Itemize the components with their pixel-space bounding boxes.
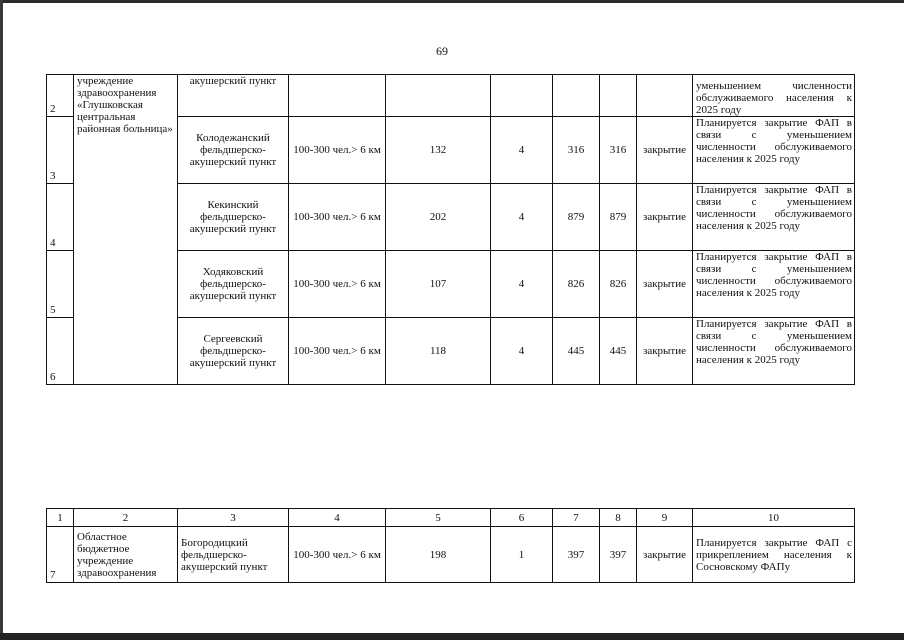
- value-cell-7: 445: [553, 318, 600, 385]
- fap-name: Колодежанский фельдшерско-акушерский пункт: [178, 117, 289, 184]
- scan-border-bottom: [0, 633, 904, 640]
- staff-cell: 1: [491, 527, 553, 583]
- note-cell: Планируется закрытие ФАП в связи с уменьшением численности обслуживаемого населения к 2025 году: [693, 318, 855, 385]
- column-number: 6: [491, 509, 553, 527]
- action-cell: закрытие: [637, 184, 693, 251]
- column-number: 1: [47, 509, 74, 527]
- value-cell-7: 397: [553, 527, 600, 583]
- criterion-cell: 100-300 чел.> 6 км: [289, 527, 386, 583]
- column-number-header: [47, 509, 855, 527]
- note-cell: Планируется закрытие ФАП в связи с уменьшением численности обслуживаемого населения к 2025 году: [693, 117, 855, 184]
- fap-name: Сергеевский фельдшерско-акушерский пункт: [178, 318, 289, 385]
- column-number: 2: [74, 509, 178, 527]
- page-number: 69: [436, 44, 448, 58]
- value-cell-8: 445: [600, 318, 637, 385]
- institution-cell: Областное бюджетное учреждение здравоохранения: [74, 527, 178, 583]
- value-cell-8: 397: [600, 527, 637, 583]
- staff-cell: 4: [491, 251, 553, 318]
- column-number: 8: [600, 509, 637, 527]
- criterion-cell: 100-300 чел.> 6 км: [289, 117, 386, 184]
- staff-cell: 4: [491, 117, 553, 184]
- value-cell-7: 316: [553, 117, 600, 184]
- staff-cell: 4: [491, 318, 553, 385]
- column-number: 7: [553, 509, 600, 527]
- action-cell: закрытие: [637, 318, 693, 385]
- population-cell: 118: [386, 318, 491, 385]
- row-number: 3: [47, 117, 74, 184]
- fap-name: Кекинский фельдшерско-акушерский пункт: [178, 184, 289, 251]
- row-number: 4: [47, 184, 74, 251]
- value-cell-7: 879: [553, 184, 600, 251]
- action-cell: закрытие: [637, 117, 693, 184]
- row-number: 7: [47, 527, 74, 583]
- scan-border-left: [0, 0, 3, 640]
- population-cell: 198: [386, 527, 491, 583]
- value-cell-7: 826: [553, 251, 600, 318]
- value-cell-8: 316: [600, 117, 637, 184]
- fap-table-continued: [46, 74, 855, 385]
- action-cell: закрытие: [637, 251, 693, 318]
- institution-cell: учреждение здравоохранения «Глушковская центральная районная больница»: [74, 75, 178, 385]
- table-row: [47, 75, 855, 117]
- column-number: 3: [178, 509, 289, 527]
- value-cell-8: 879: [600, 184, 637, 251]
- note-cell: Планируется закрытие ФАП с прикреплением населения к Сосновскому ФАПу: [693, 527, 855, 583]
- action-cell: закрытие: [637, 527, 693, 583]
- fap-name: Ходяковский фельдшерско-акушерский пункт: [178, 251, 289, 318]
- criterion-cell: 100-300 чел.> 6 км: [289, 318, 386, 385]
- column-number: 9: [637, 509, 693, 527]
- fap-name: акушерский пункт: [178, 75, 289, 117]
- population-cell: 202: [386, 184, 491, 251]
- row-number: 5: [47, 251, 74, 318]
- row-number: 2: [47, 75, 74, 117]
- population-cell: 107: [386, 251, 491, 318]
- criterion-cell: 100-300 чел.> 6 км: [289, 251, 386, 318]
- note-cell: уменьшением численности обслуживаемого населения к 2025 году: [693, 75, 855, 117]
- criterion-cell: 100-300 чел.> 6 км: [289, 184, 386, 251]
- fap-name: Богородицкий фельдшерско-акушерский пункт: [178, 527, 289, 583]
- fap-table-new-page: [46, 508, 855, 583]
- column-number: 4: [289, 509, 386, 527]
- population-cell: 132: [386, 117, 491, 184]
- row-number: 6: [47, 318, 74, 385]
- note-cell: Планируется закрытие ФАП в связи с уменьшением численности обслуживаемого населения к 2025 году: [693, 184, 855, 251]
- value-cell-8: 826: [600, 251, 637, 318]
- scan-border-top: [0, 0, 904, 3]
- column-number: 10: [693, 509, 855, 527]
- column-number: 5: [386, 509, 491, 527]
- staff-cell: 4: [491, 184, 553, 251]
- table-row: [47, 527, 855, 583]
- note-cell: Планируется закрытие ФАП в связи с уменьшением численности обслуживаемого населения к 2025 году: [693, 251, 855, 318]
